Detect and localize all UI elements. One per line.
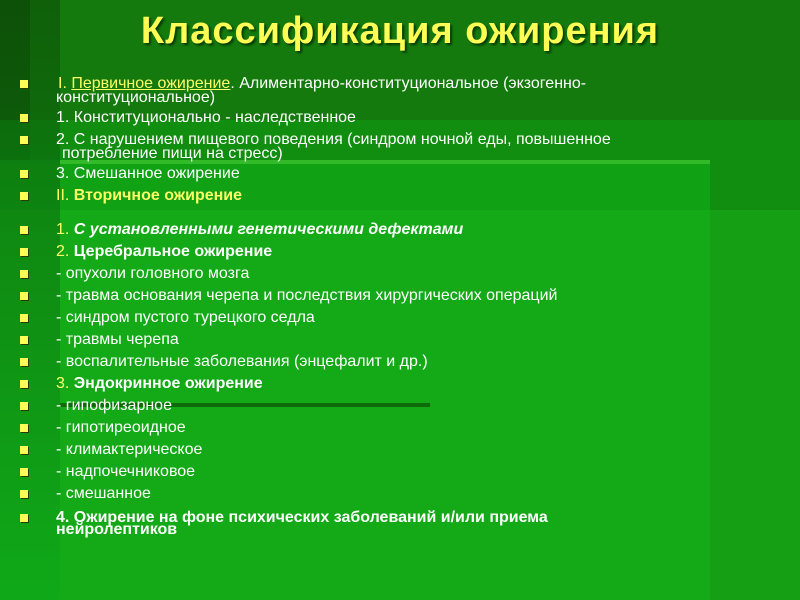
background-panel bbox=[0, 0, 60, 600]
item-prefix: 1. bbox=[56, 221, 74, 238]
item-text: 2. С нарушением пищевого поведения (синдром ночной еды, повышенное bbox=[56, 131, 611, 148]
bullet-icon bbox=[20, 170, 28, 178]
slide-title: Классификация ожирения bbox=[140, 10, 660, 52]
item-text: - климактерическое bbox=[56, 441, 203, 458]
item-prefix: 2. bbox=[56, 243, 74, 260]
bullet-icon bbox=[20, 270, 28, 278]
bullet-icon bbox=[20, 358, 28, 366]
bullet-icon bbox=[20, 80, 28, 88]
item-text: 4. Ожирение на фоне психических заболеваний и/или приема bbox=[56, 509, 548, 526]
bullet-icon bbox=[20, 192, 28, 200]
item-text: - гипотиреоидное bbox=[56, 419, 186, 436]
item-continuation: потребление пищи на стресс) bbox=[62, 145, 283, 162]
bullet-icon bbox=[20, 292, 28, 300]
item-text: - травмы черепа bbox=[56, 331, 179, 348]
item-prefix: II. bbox=[56, 187, 74, 204]
item-text: - смешанное bbox=[56, 485, 151, 502]
bullet-icon bbox=[20, 490, 28, 498]
item-text: 3. Смешанное ожирение bbox=[56, 165, 240, 182]
item-heading: Вторичное ожирение bbox=[73, 187, 243, 204]
item-text: . Алиментарно-конституциональное (экзогенно- bbox=[230, 75, 587, 92]
bullet-icon bbox=[20, 248, 28, 256]
item-heading: Первичное ожирение bbox=[71, 75, 231, 92]
item-text: - надпочечниковое bbox=[56, 463, 196, 480]
bullet-icon bbox=[20, 514, 28, 522]
item-text: - гипофизарное bbox=[56, 397, 172, 414]
item-text: - синдром пустого турецкого седла bbox=[56, 309, 315, 326]
item-prefix: I. bbox=[58, 75, 72, 92]
bullet-icon bbox=[20, 136, 28, 144]
bullet-icon bbox=[20, 468, 28, 476]
item-prefix: 3. bbox=[56, 375, 74, 392]
bullet-icon bbox=[20, 226, 28, 234]
item-text: - опухоли головного мозга bbox=[56, 265, 250, 282]
item-continuation: конституциональное) bbox=[56, 89, 216, 106]
item-heading: Церебральное ожирение bbox=[73, 243, 273, 260]
bullet-icon bbox=[20, 446, 28, 454]
item-continuation: нейролептиков bbox=[56, 521, 178, 538]
bullet-icon bbox=[20, 314, 28, 322]
bullet-icon bbox=[20, 336, 28, 344]
bullet-icon bbox=[20, 402, 28, 410]
item-heading: С установленными генетическими дефектами bbox=[73, 221, 464, 238]
bullet-icon bbox=[20, 114, 28, 122]
item-heading: Эндокринное ожирение bbox=[73, 375, 263, 392]
bullet-icon bbox=[20, 380, 28, 388]
item-text: - воспалительные заболевания (энцефалит и др.) bbox=[56, 353, 428, 370]
item-text: - травма основания черепа и последствия хирургических операций bbox=[56, 287, 558, 304]
bullet-icon bbox=[20, 424, 28, 432]
item-text: 1. Конституционально - наследственное bbox=[56, 109, 356, 126]
